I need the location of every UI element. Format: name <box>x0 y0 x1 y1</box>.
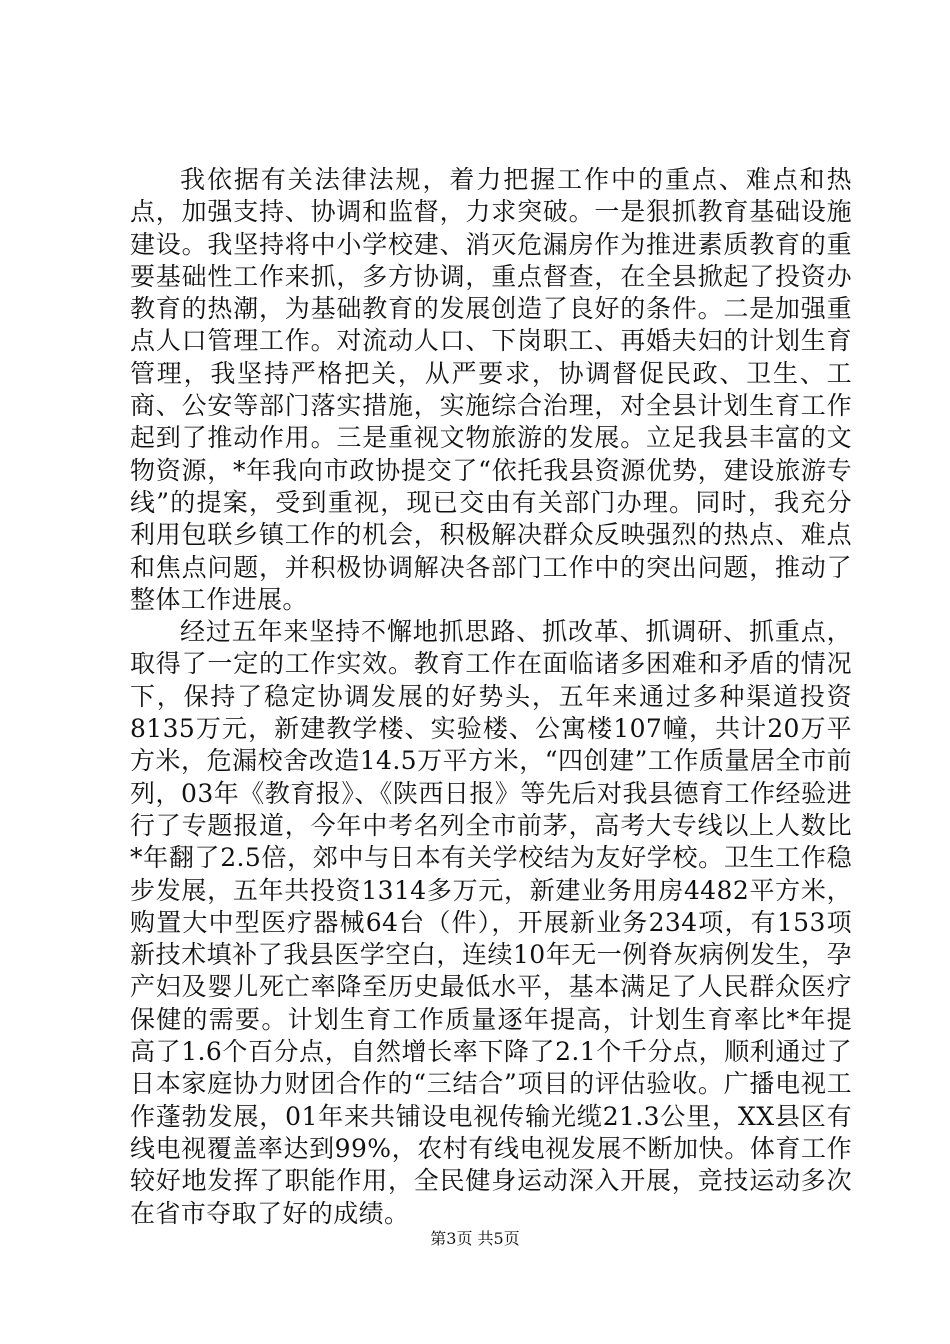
document-body <box>130 164 852 1230</box>
page-footer <box>0 1226 950 1249</box>
page-number: 第3页 共5页 <box>430 1229 520 1248</box>
paragraph-1: 我依据有关法律法规，着力把握工作中的重点、难点和热点，加强支持、协调和监督，力求突破。一是狠抓教育基础设施建设。我坚持将中小学校建、消灭危漏房作为推进素质教育的重要基础性工作来抓，多方协调，重点督查，在全县掀起了投资办教育的热潮，为基础教育的发展创造了良好的条件。二是加强重点人口管理工作。对流动人口、下岗职工、再婚夫妇的计划生育管理，我坚持严格把关，从严要求，协调督促民政、卫生、工商、公安等部门落实措施，实施综合治理，对全县计划生育工作起到了推动作用。三是重视文物旅游的发展。立足我县丰富的文物资源，*年我向市政协提交了“依托我县资源优势，建设旅游专线”的提案，受到重视，现已交由有关部门办理。同时，我充分利用包联乡镇工作的机会，积极解决群众反映强烈的热点、难点和焦点问题，并积极协调解决各部门工作中的突出问题，推动了整体工作进展。 <box>130 165 852 614</box>
paragraph-2: 经过五年来坚持不懈地抓思路、抓改革、抓调研、抓重点，取得了一定的工作实效。教育工作在面临诸多困难和矛盾的情况下，保持了稳定协调发展的好势头，五年来通过多种渠道投资8135万元，新建教学楼、实验楼、公寓楼107幢，共计20万平方米，危漏校舍改造14.5万平方米，“四创建”工作质量居全市前列，03年《教育报》、《陕西日报》等先后对我县德育工作经验进行了专题报道，今年中考名列全市前茅，高考大专线以上人数比*年翻了2.5倍，郊中与日本有关学校结为友好学校。卫生工作稳步发展，五年共投资1314多万元，新建业务用房4482平方米，购置大中型医疗器械64台（件），开展新业务234项，有153项新技术填补了我县医学空白，连续10年无一例脊灰病例发生，孕产妇及婴儿死亡率降至历史最低水平，基本满足了人民群众医疗保健的需要。计划生育工作质量逐年提高，计划生育率比*年提高了1.6个百分点，自然增长率下降了2.1个千分点，顺利通过了日本家庭协力财团合作的“三结合”项目的评估验收。广播电视工作蓬勃发展，01年来共铺设电视传输光缆21.3公里，XX县区有线电视覆盖率达到99%，农村有线电视发展不断加快。体育工作较好地发挥了职能作用，全民健身运动深入开展，竞技运动多次在省市夺取了好的成绩。 <box>130 617 852 1228</box>
